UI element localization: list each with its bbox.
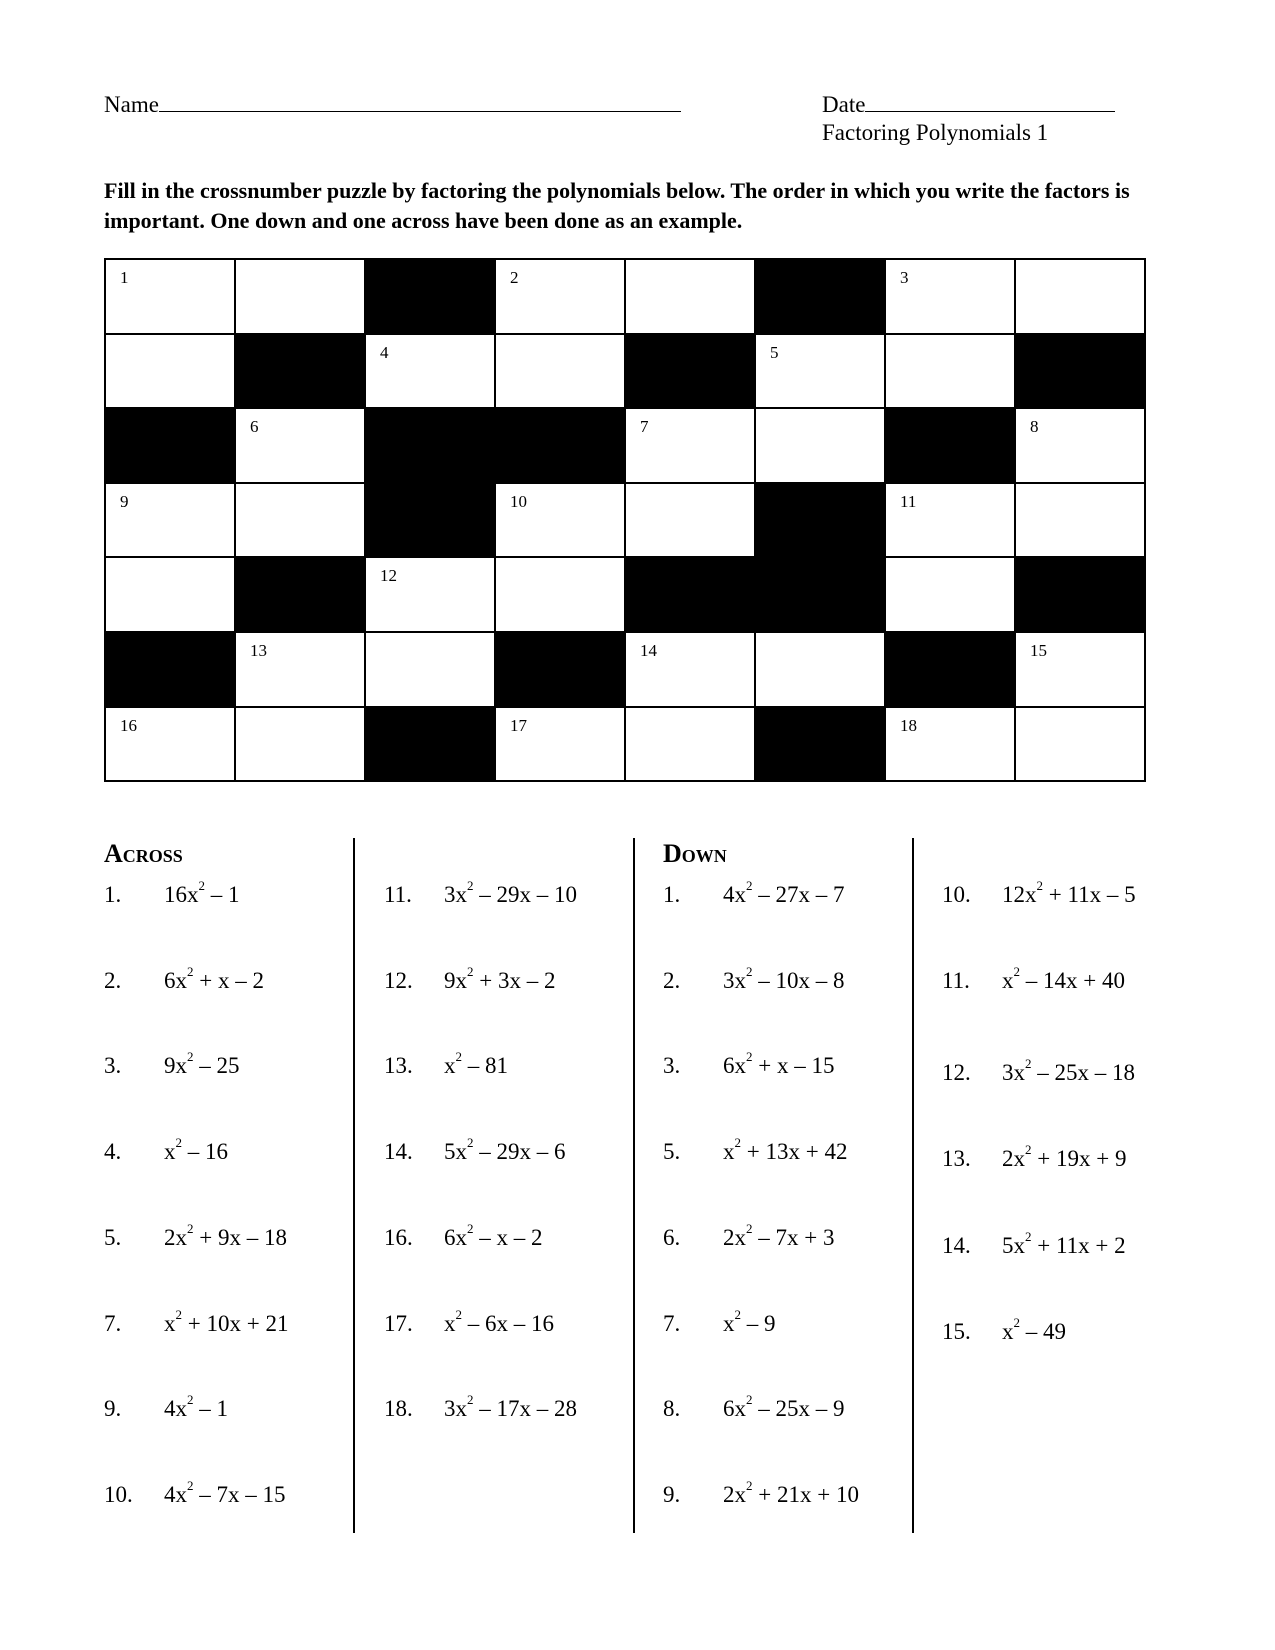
down-clue [663,1478,859,1509]
clue-polynomial: $12x^2 + 11x - 5$ [1002,878,1136,907]
clue-polynomial: $3x^2 - 10x - 8$ [723,964,845,993]
clue-number: 12. [942,1060,971,1085]
cell-number: 12 [380,566,397,586]
clue-polynomial: $5x^2 - 29x - 6$ [444,1135,566,1164]
answer-cell[interactable] [104,333,234,408]
clue-number: 1. [663,882,681,907]
clue-polynomial: $4x^2 - 27x - 7$ [723,878,845,907]
down-clue [942,1056,1135,1087]
clue-number: 3. [663,1053,681,1078]
answer-cell[interactable] [494,333,624,408]
crossnumber-grid [104,258,1146,782]
clue-number: 12. [384,968,413,993]
answer-cell[interactable] [1014,631,1144,706]
answer-cell[interactable] [624,482,754,557]
clue-polynomial: $3x^2 - 25x - 18$ [1002,1056,1135,1085]
answer-cell[interactable] [364,631,494,706]
date-label: Date [822,92,866,117]
black-cell [494,407,624,482]
cell-number: 9 [120,491,129,511]
clue-number: 5. [104,1225,122,1250]
answer-cell[interactable] [1014,258,1144,333]
clue-number: 2. [104,968,122,993]
across-clue [384,1049,508,1080]
clue-number: 11. [384,882,412,907]
answer-cell[interactable] [624,407,754,482]
clue-number: 2. [663,968,681,993]
answer-cell[interactable] [104,706,234,781]
cell-number: 11 [900,491,917,511]
clue-number: 7. [663,1311,681,1336]
clue-number: 10. [942,882,971,907]
clue-polynomial: $9x^2 + 3x - 2$ [444,964,556,993]
answer-cell[interactable] [234,706,364,781]
answer-cell[interactable] [1014,482,1144,557]
clue-polynomial: $x^2 - 6x - 16$ [444,1307,554,1336]
answer-cell[interactable] [104,258,234,333]
answer-cell[interactable] [754,333,884,408]
across-clue [384,1221,543,1252]
answer-cell[interactable] [884,258,1014,333]
clue-polynomial: $4x^2 - 1$ [164,1392,228,1421]
clue-polynomial: $x^2 - 49$ [1002,1315,1066,1344]
down-clue [942,1142,1127,1173]
black-cell [754,556,884,631]
clue-polynomial: $9x^2 - 25$ [164,1049,240,1078]
answer-cell[interactable] [494,706,624,781]
down-clue [942,1229,1126,1260]
answer-cell[interactable] [234,631,364,706]
across-title: Across [104,839,183,868]
clue-polynomial: $x^2 - 9$ [723,1307,776,1336]
black-cell [364,482,494,557]
cell-number: 18 [900,715,917,735]
clue-polynomial: $4x^2 - 7x - 15$ [164,1478,286,1507]
clue-polynomial: $6x^2$ – x – 2 [444,1221,543,1250]
black-cell [1014,333,1144,408]
answer-cell[interactable] [234,258,364,333]
column-divider [633,838,635,1533]
down-title: Down [663,839,727,868]
cell-number: 6 [250,417,259,437]
across-clue [104,1049,240,1080]
answer-cell[interactable] [104,556,234,631]
clue-number: 18. [384,1396,413,1421]
clue-number: 13. [942,1146,971,1171]
clue-polynomial: $2x^2 + 19x + 9$ [1002,1142,1127,1171]
clue-number: 8. [663,1396,681,1421]
clue-polynomial: $16x^2 - 1$ [164,878,240,907]
clue-polynomial: $6x^2 - 25x - 9$ [723,1392,845,1421]
name-blank[interactable] [159,90,681,112]
black-cell [104,631,234,706]
down-clue [663,1135,848,1166]
answer-cell[interactable] [884,556,1014,631]
answer-cell[interactable] [754,407,884,482]
answer-cell[interactable] [624,631,754,706]
black-cell [624,333,754,408]
across-clue [104,878,240,909]
answer-cell[interactable] [624,706,754,781]
black-cell [104,407,234,482]
across-clue [384,1135,566,1166]
clue-polynomial: $3x^2 - 17x - 28$ [444,1392,577,1421]
date-blank[interactable] [865,90,1115,112]
black-cell [754,482,884,557]
clue-number: 15. [942,1319,971,1344]
clue-number: 14. [384,1139,413,1164]
clue-number: 6. [663,1225,681,1250]
black-cell [364,258,494,333]
clue-number: 10. [104,1482,133,1507]
date-field[interactable] [822,90,1115,119]
down-clue [663,1307,776,1338]
across-clue [384,878,577,909]
clue-polynomial: $2x^2 - 7x + 3$ [723,1221,835,1250]
black-cell [754,258,884,333]
across-clue [104,1221,287,1252]
black-cell [494,631,624,706]
clue-polynomial: $x^2 - 81$ [444,1049,508,1078]
answer-cell[interactable] [1014,407,1144,482]
down-clue [663,1049,835,1080]
down-clue [663,1392,845,1423]
answer-cell[interactable] [624,258,754,333]
clue-number: 9. [104,1396,122,1421]
clue-polynomial: $6x^2 + x - 15$ [723,1049,835,1078]
cell-number: 1 [120,268,129,287]
cell-number: 10 [510,491,527,511]
down-clue [942,878,1136,909]
cell-number: 13 [250,640,267,660]
answer-cell[interactable] [234,407,364,482]
answer-cell[interactable] [494,556,624,631]
answer-cell[interactable] [364,556,494,631]
cell-number: 3 [900,268,909,287]
black-cell [364,407,494,482]
answer-cell[interactable] [754,631,884,706]
worksheet-title: Factoring Polynomials 1 [822,120,1049,145]
clue-polynomial: $x^2 + 13x + 42$ [723,1135,848,1164]
across-clue [104,1307,289,1338]
answer-cell[interactable] [884,706,1014,781]
down-clue [942,1315,1066,1346]
clue-number: 17. [384,1311,413,1336]
clue-polynomial: $x^2 - 14x + 40$ [1002,964,1125,993]
answer-cell[interactable] [104,482,234,557]
black-cell [884,407,1014,482]
clue-polynomial: $3x^2 - 29x - 10$ [444,878,577,907]
instructions: Fill in the crossnumber puzzle by factoring the polynomials below. The order in which you write the factors is important. One down and one across have been done as an example. [104,178,1130,233]
black-cell [1014,556,1144,631]
clue-polynomial: $2x^2 + 9x - 18$ [164,1221,287,1250]
cell-number: 4 [380,342,389,362]
answer-cell[interactable] [884,333,1014,408]
black-cell [624,556,754,631]
answer-cell[interactable] [1014,706,1144,781]
answer-cell[interactable] [494,258,624,333]
answer-cell[interactable] [884,482,1014,557]
across-clue [384,964,556,995]
column-divider [912,838,914,1533]
across-clue [104,1135,228,1166]
black-cell [234,556,364,631]
cell-number: 7 [640,417,649,437]
across-clue [104,1392,228,1423]
clue-polynomial: $x^2 + 10x + 21$ [164,1307,289,1336]
clue-polynomial: $x^2 - 16$ [164,1135,228,1164]
clue-number: 13. [384,1053,413,1078]
black-cell [884,631,1014,706]
clue-number: 5. [663,1139,681,1164]
name-label: Name [104,92,159,117]
down-clue [663,964,845,995]
down-clue [663,1221,835,1252]
black-cell [364,706,494,781]
clue-number: 16. [384,1225,413,1250]
clue-number: 14. [942,1233,971,1258]
cell-number: 15 [1030,640,1047,660]
across-clue [104,1478,286,1509]
clue-number: 3. [104,1053,122,1078]
clue-polynomial: $6x^2 + x - 2$ [164,964,264,993]
clue-polynomial: $5x^2 + 11x + 2$ [1002,1229,1126,1258]
down-clue [663,878,845,909]
cell-number: 8 [1030,417,1039,437]
down-clue [942,964,1125,995]
cell-number: 17 [510,715,527,735]
black-cell [754,706,884,781]
clue-number: 4. [104,1139,122,1164]
clue-number: 9. [663,1482,681,1507]
answer-cell[interactable] [364,333,494,408]
across-clue [104,964,264,995]
across-clue [384,1392,577,1423]
cell-number: 2 [510,268,519,287]
clue-polynomial: $2x^2 + 21x + 10$ [723,1478,859,1507]
clue-number: 11. [942,968,970,993]
column-divider [353,838,355,1533]
cell-number: 14 [640,640,657,660]
clue-number: 1. [104,882,122,907]
answer-cell[interactable] [234,482,364,557]
cell-number: 16 [120,715,137,735]
black-cell [234,333,364,408]
cell-number: 5 [770,342,779,362]
answer-cell[interactable] [494,482,624,557]
across-clue [384,1307,554,1338]
clue-number: 7. [104,1311,122,1336]
name-field[interactable] [104,90,681,119]
